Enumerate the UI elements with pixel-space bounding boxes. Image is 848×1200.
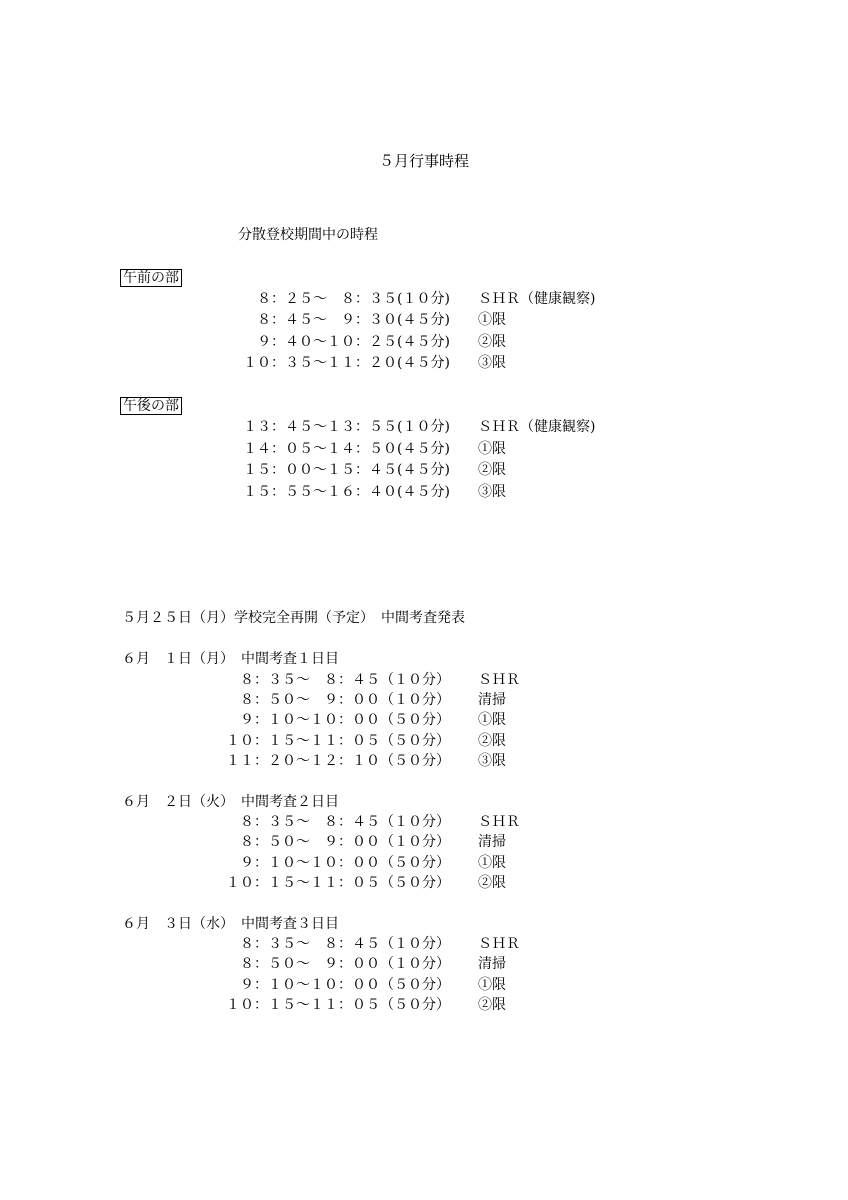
page-title: ５月行事時程	[378, 152, 469, 170]
row-time: ９：１０～１０：００（５０分）	[240, 977, 450, 993]
row-time: １５：５５～１６：４０(４５分)	[243, 484, 450, 500]
row-desc: ①限	[478, 312, 506, 328]
announcement: ５月２５日（月）学校完全再開（予定） 中間考査発表	[122, 610, 465, 626]
row-time: １０：１５～１１：０５（５０分）	[226, 733, 450, 749]
row-time: １４：０５～１４：５０(４５分)	[243, 441, 450, 457]
row-desc: ②限	[478, 462, 506, 478]
exam-day-3-heading: ６月 ３日（水） 中間考査３日目	[122, 916, 339, 932]
row-desc: ＳＨＲ（健康観察)	[478, 291, 596, 307]
row-time: １０：１５～１１：０５（５０分）	[226, 875, 450, 891]
afternoon-label: 午後の部	[120, 397, 182, 415]
row-time: ８：５０～ ９：００（１０分）	[240, 692, 450, 708]
row-time: １５：００～１５：４５(４５分)	[243, 462, 450, 478]
row-time: ８：３５～ ８：４５（１０分）	[240, 814, 450, 830]
row-desc: ①限	[478, 441, 506, 457]
row-desc: ①限	[478, 712, 506, 728]
morning-label: 午前の部	[120, 269, 182, 287]
row-time: ８：３５～ ８：４５（１０分）	[240, 672, 450, 688]
row-desc: ①限	[478, 977, 506, 993]
row-desc: ③限	[478, 484, 506, 500]
row-time: ９：４０～１０：２５(４５分)	[257, 334, 450, 350]
exam-day-1-heading: ６月 １日（月） 中間考査１日目	[122, 651, 339, 667]
row-time: ８：５０～ ９：００（１０分）	[240, 834, 450, 850]
row-desc: 清掃	[478, 956, 506, 972]
row-desc: ＳＨＲ	[478, 814, 520, 830]
row-time: ９：１０～１０：００（５０分）	[240, 712, 450, 728]
row-time: ８：２５～ ８：３５(１０分)	[257, 291, 450, 307]
row-desc: ②限	[478, 997, 506, 1013]
row-desc: 清掃	[478, 834, 506, 850]
row-desc: ②限	[478, 334, 506, 350]
row-desc: ①限	[478, 855, 506, 871]
row-time: １１：２０～１２：１０（５０分）	[226, 753, 450, 769]
row-desc: ③限	[478, 753, 506, 769]
row-desc: ②限	[478, 875, 506, 891]
row-time: ８：４５～ ９：３０(４５分)	[257, 312, 450, 328]
row-desc: ＳＨＲ（健康観察)	[478, 419, 596, 435]
row-time: ８：５０～ ９：００（１０分）	[240, 956, 450, 972]
row-time: ８：３５～ ８：４５（１０分）	[240, 936, 450, 952]
row-desc: ＳＨＲ	[478, 672, 520, 688]
exam-day-2-heading: ６月 ２日（火） 中間考査２日目	[122, 794, 339, 810]
row-desc: ＳＨＲ	[478, 936, 520, 952]
row-desc: ②限	[478, 733, 506, 749]
row-desc: ③限	[478, 355, 506, 371]
page-subtitle: 分散登校期間中の時程	[238, 227, 378, 243]
row-desc: 清掃	[478, 692, 506, 708]
row-time: １０：１５～１１：０５（５０分）	[226, 997, 450, 1013]
row-time: １３：４５～１３：５５(１０分)	[243, 419, 450, 435]
row-time: ９：１０～１０：００（５０分）	[240, 855, 450, 871]
row-time: １０：３５～１１：２０(４５分)	[243, 355, 450, 371]
